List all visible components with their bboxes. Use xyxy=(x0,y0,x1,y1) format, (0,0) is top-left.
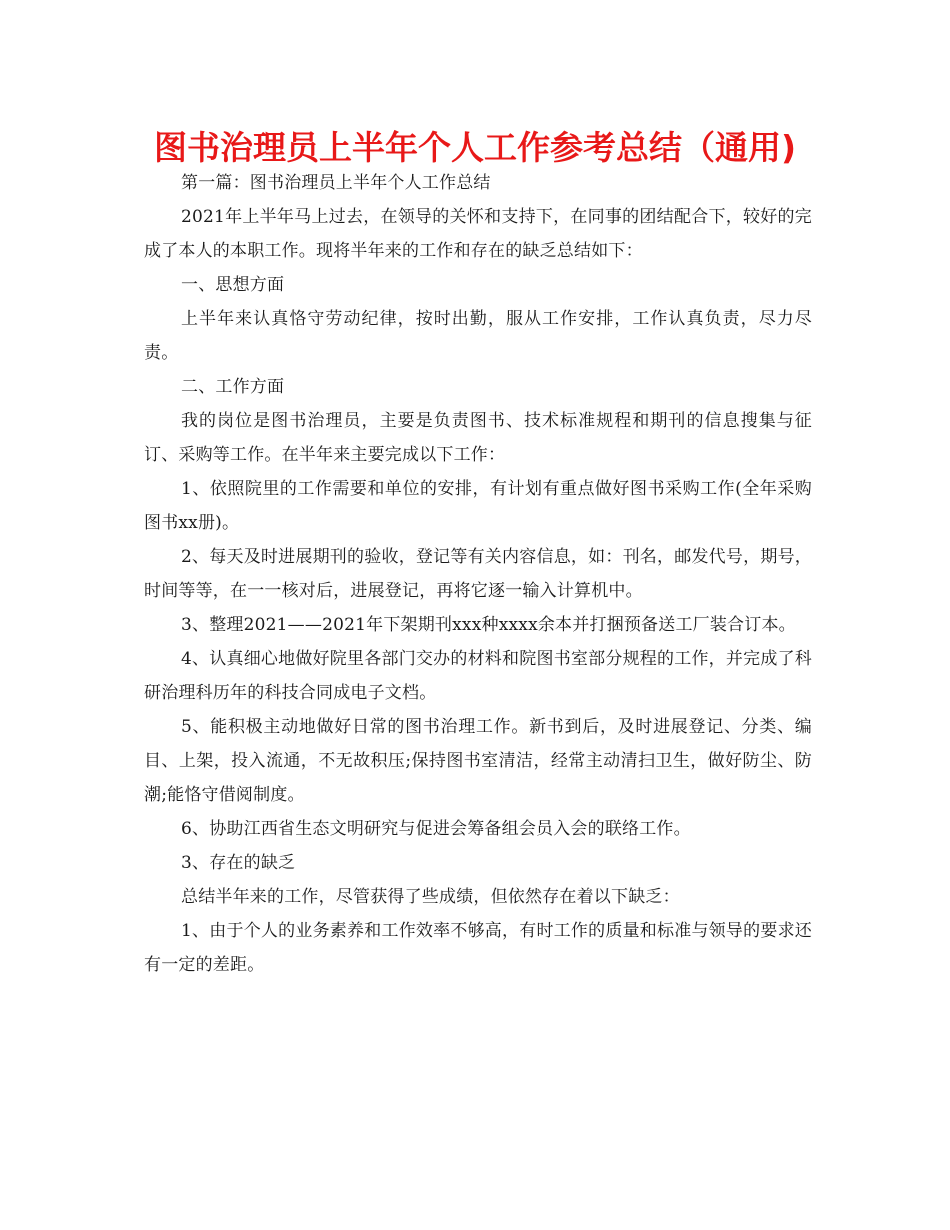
paragraph-shortcomings: 总结半年来的工作，尽管获得了些成绩，但依然存在着以下缺乏： xyxy=(181,887,680,907)
shortcoming-item-1: 1、由于个人的业务素养和工作效率不够高，有时工作的质量和标准与领导的要求还有一定的差距。 xyxy=(144,921,812,975)
document-title: 图书治理员上半年个人工作参考总结（通用) xyxy=(153,128,797,167)
paragraph-thought: 上半年来认真恪守劳动纪律，按时出勤，服从工作安排，工作认真负责，尽力尽责。 xyxy=(144,309,812,363)
list-item-5: 5、能积极主动地做好日常的图书治理工作。新书到后，及时进展登记、分类、编目、上架，投入流通，不无故积压;保持图书室清洁，经常主动清扫卫生，做好防尘、防潮;能恪守借阅制度。 xyxy=(144,717,812,805)
paragraph-work-intro: 我的岗位是图书治理员，主要是负责图书、技术标准规程和期刊的信息搜集与征订、采购等工作。在半年来主要完成以下工作： xyxy=(144,411,812,465)
heading-thought: 一、思想方面 xyxy=(181,275,285,295)
list-item-1: 1、依照院里的工作需要和单位的安排，有计划有重点做好图书采购工作(全年采购图书xx册)。 xyxy=(144,479,812,533)
paragraph-intro: 2021年上半年马上过去，在领导的关怀和支持下，在同事的团结配合下，较好的完成了本人的本职工作。现将半年来的工作和存在的缺乏总结如下： xyxy=(144,207,812,261)
list-item-3: 3、整理2021——2021年下架期刊xxx种xxxx余本并打捆预备送工厂装合订本。 xyxy=(181,615,796,635)
heading-shortcomings: 3、存在的缺乏 xyxy=(181,853,296,873)
document-body xyxy=(144,166,812,982)
list-item-2: 2、每天及时进展期刊的验收，登记等有关内容信息，如：刊名，邮发代号，期号，时间等等，在一一核对后，进展登记，再将它逐一输入计算机中。 xyxy=(144,547,812,601)
paragraph-section-heading: 第一篇：图书治理员上半年个人工作总结 xyxy=(181,173,491,193)
list-item-4: 4、认真细心地做好院里各部门交办的材料和院图书室部分规程的工作，并完成了科研治理科历年的科技合同成电子文档。 xyxy=(144,649,812,703)
heading-work: 二、工作方面 xyxy=(181,377,285,397)
list-item-6: 6、协助江西省生态文明研究与促进会筹备组会员入会的联络工作。 xyxy=(181,819,691,839)
